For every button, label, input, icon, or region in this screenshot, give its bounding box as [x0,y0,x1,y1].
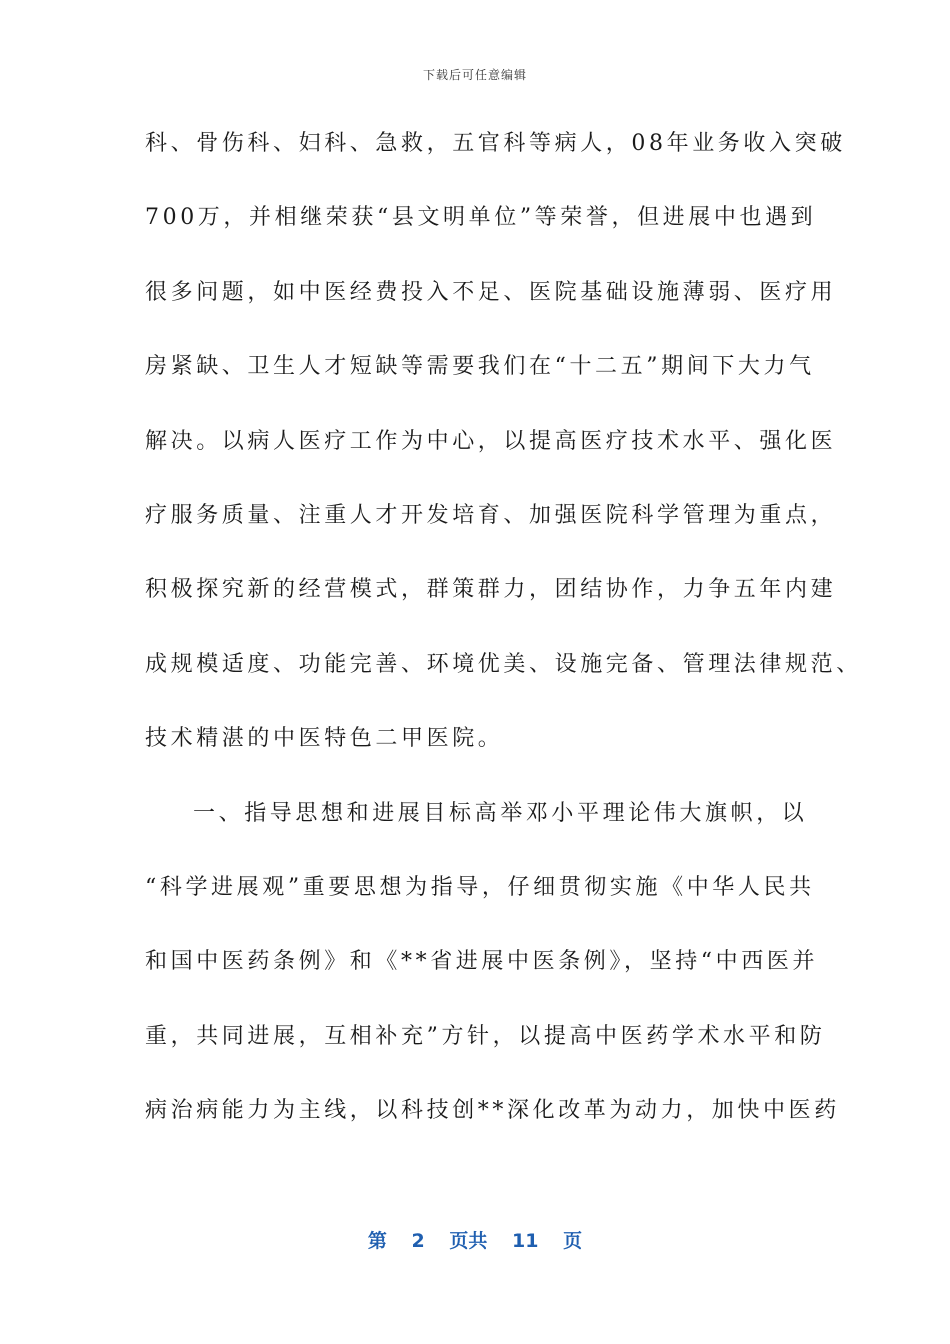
section-heading-line: 一、指导思想和进展目标高举邓小平理论伟大旗帜，以 [193,800,808,826]
body-line: 积极探究新的经营模式，群策群力，团结协作，力争五年内建 [145,577,837,603]
body-line: 病治病能力为主线，以科技创**深化改革为动力，加快中医药 [145,1098,840,1124]
body-line: 重，共同进展，互相补充”方针，以提高中医药学术水平和防 [145,1023,826,1049]
page-label: 第 [367,1230,387,1252]
body-line: 和国中医药条例》和《**省进展中医条例》，坚持“中西医并 [145,949,819,975]
document-body [145,124,862,1165]
body-line: 很多问题，如中医经费投入不足、医院基础设施薄弱、医疗用 [145,279,837,305]
body-line: “科学进展观”重要思想为指导，仔细贯彻实施《中华人民共 [145,874,815,900]
body-line: 成规模适度、功能完善、环境优美、设施完备、管理法律规范、 [145,651,862,677]
body-line: 科、骨伤科、妇科、急救，五官科等病人，08年业务收入突破 [145,131,846,156]
body-line: 房紧缺、卫生人才短缺等需要我们在“十二五”期间下大力气 [145,354,815,380]
body-line: 技术精湛的中医特色二甲医院。 [145,726,504,752]
body-line: 解决。以病人医疗工作为中心，以提高医疗技术水平、强化医 [145,428,837,454]
page-end-label: 页 [563,1230,583,1252]
body-line: 疗服务质量、注重人才开发培育、加强医院科学管理为重点， [145,502,837,528]
body-line: 700万，并相继荣获“县文明单位”等荣誉，但进展中也遇到 [145,205,817,231]
page-mid-label: 页共 [449,1230,488,1252]
page-footer [0,1226,950,1253]
total-pages: 11 [512,1230,539,1252]
page-number: 2 [411,1230,425,1252]
page-header: 下载后可任意编辑 [422,68,527,82]
